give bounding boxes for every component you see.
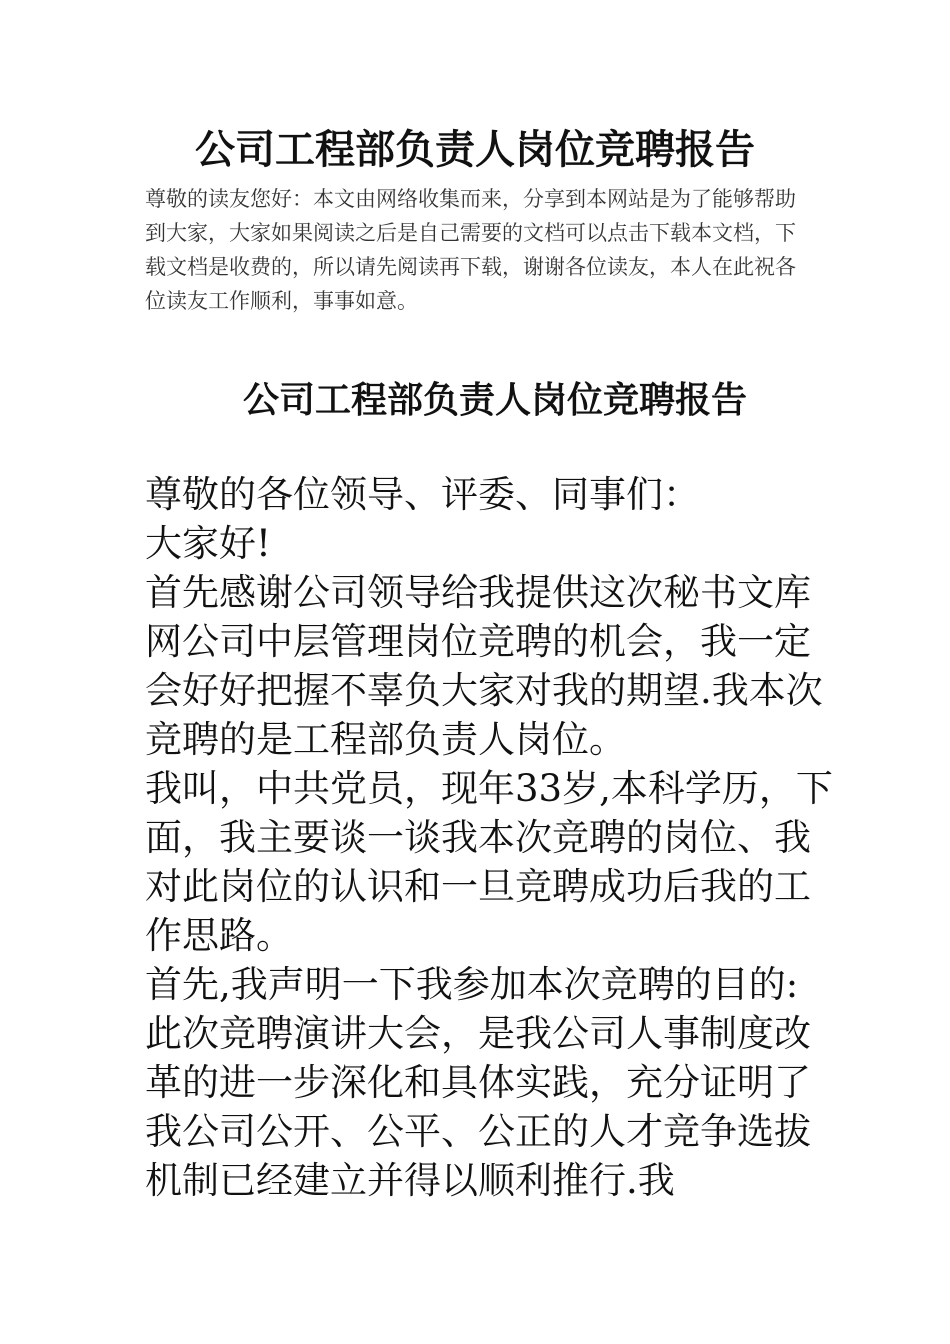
document-title: 公司工程部负责人岗位竞聘报告 [195, 126, 755, 173]
salutation-paragraph: 尊敬的各位领导、评委、同事们： [145, 473, 700, 516]
document-body [145, 470, 835, 1205]
thanks-paragraph: 首先感谢公司领导给我提供这次秘书文库网公司中层管理岗位竞聘的机会，我一定会好好把握不辜负大家对我的期望.我本次竞聘的是工程部负责人岗位。 [145, 571, 823, 761]
introduction-paragraph: 我叫，中共党员，现年33岁,本科学历，下面，我主要谈一谈我本次竞聘的岗位、我对此岗位的认识和一旦竞聘成功后我的工作思路。 [145, 767, 833, 957]
purpose-paragraph: 首先,我声明一下我参加本次竞聘的目的:此次竞聘演讲大会，是我公司人事制度改革的进一步深化和具体实践，充分证明了我公司公开、公平、公正的人才竞争选拔机制已经建立并得以顺利推行.我 [145, 963, 811, 1202]
download-notice: 尊敬的读友您好：本文由网络收集而来，分享到本网站是为了能够帮助到大家，大家如果阅读之后是自己需要的文档可以点击下载本文档，下载文档是收费的，所以请先阅读再下载，谢谢各位读友，本人在此祝各位读友工作顺利，事事如意。 [145, 187, 796, 313]
greeting-paragraph: 大家好! [145, 522, 271, 565]
document-subtitle: 公司工程部负责人岗位竞聘报告 [242, 379, 747, 421]
